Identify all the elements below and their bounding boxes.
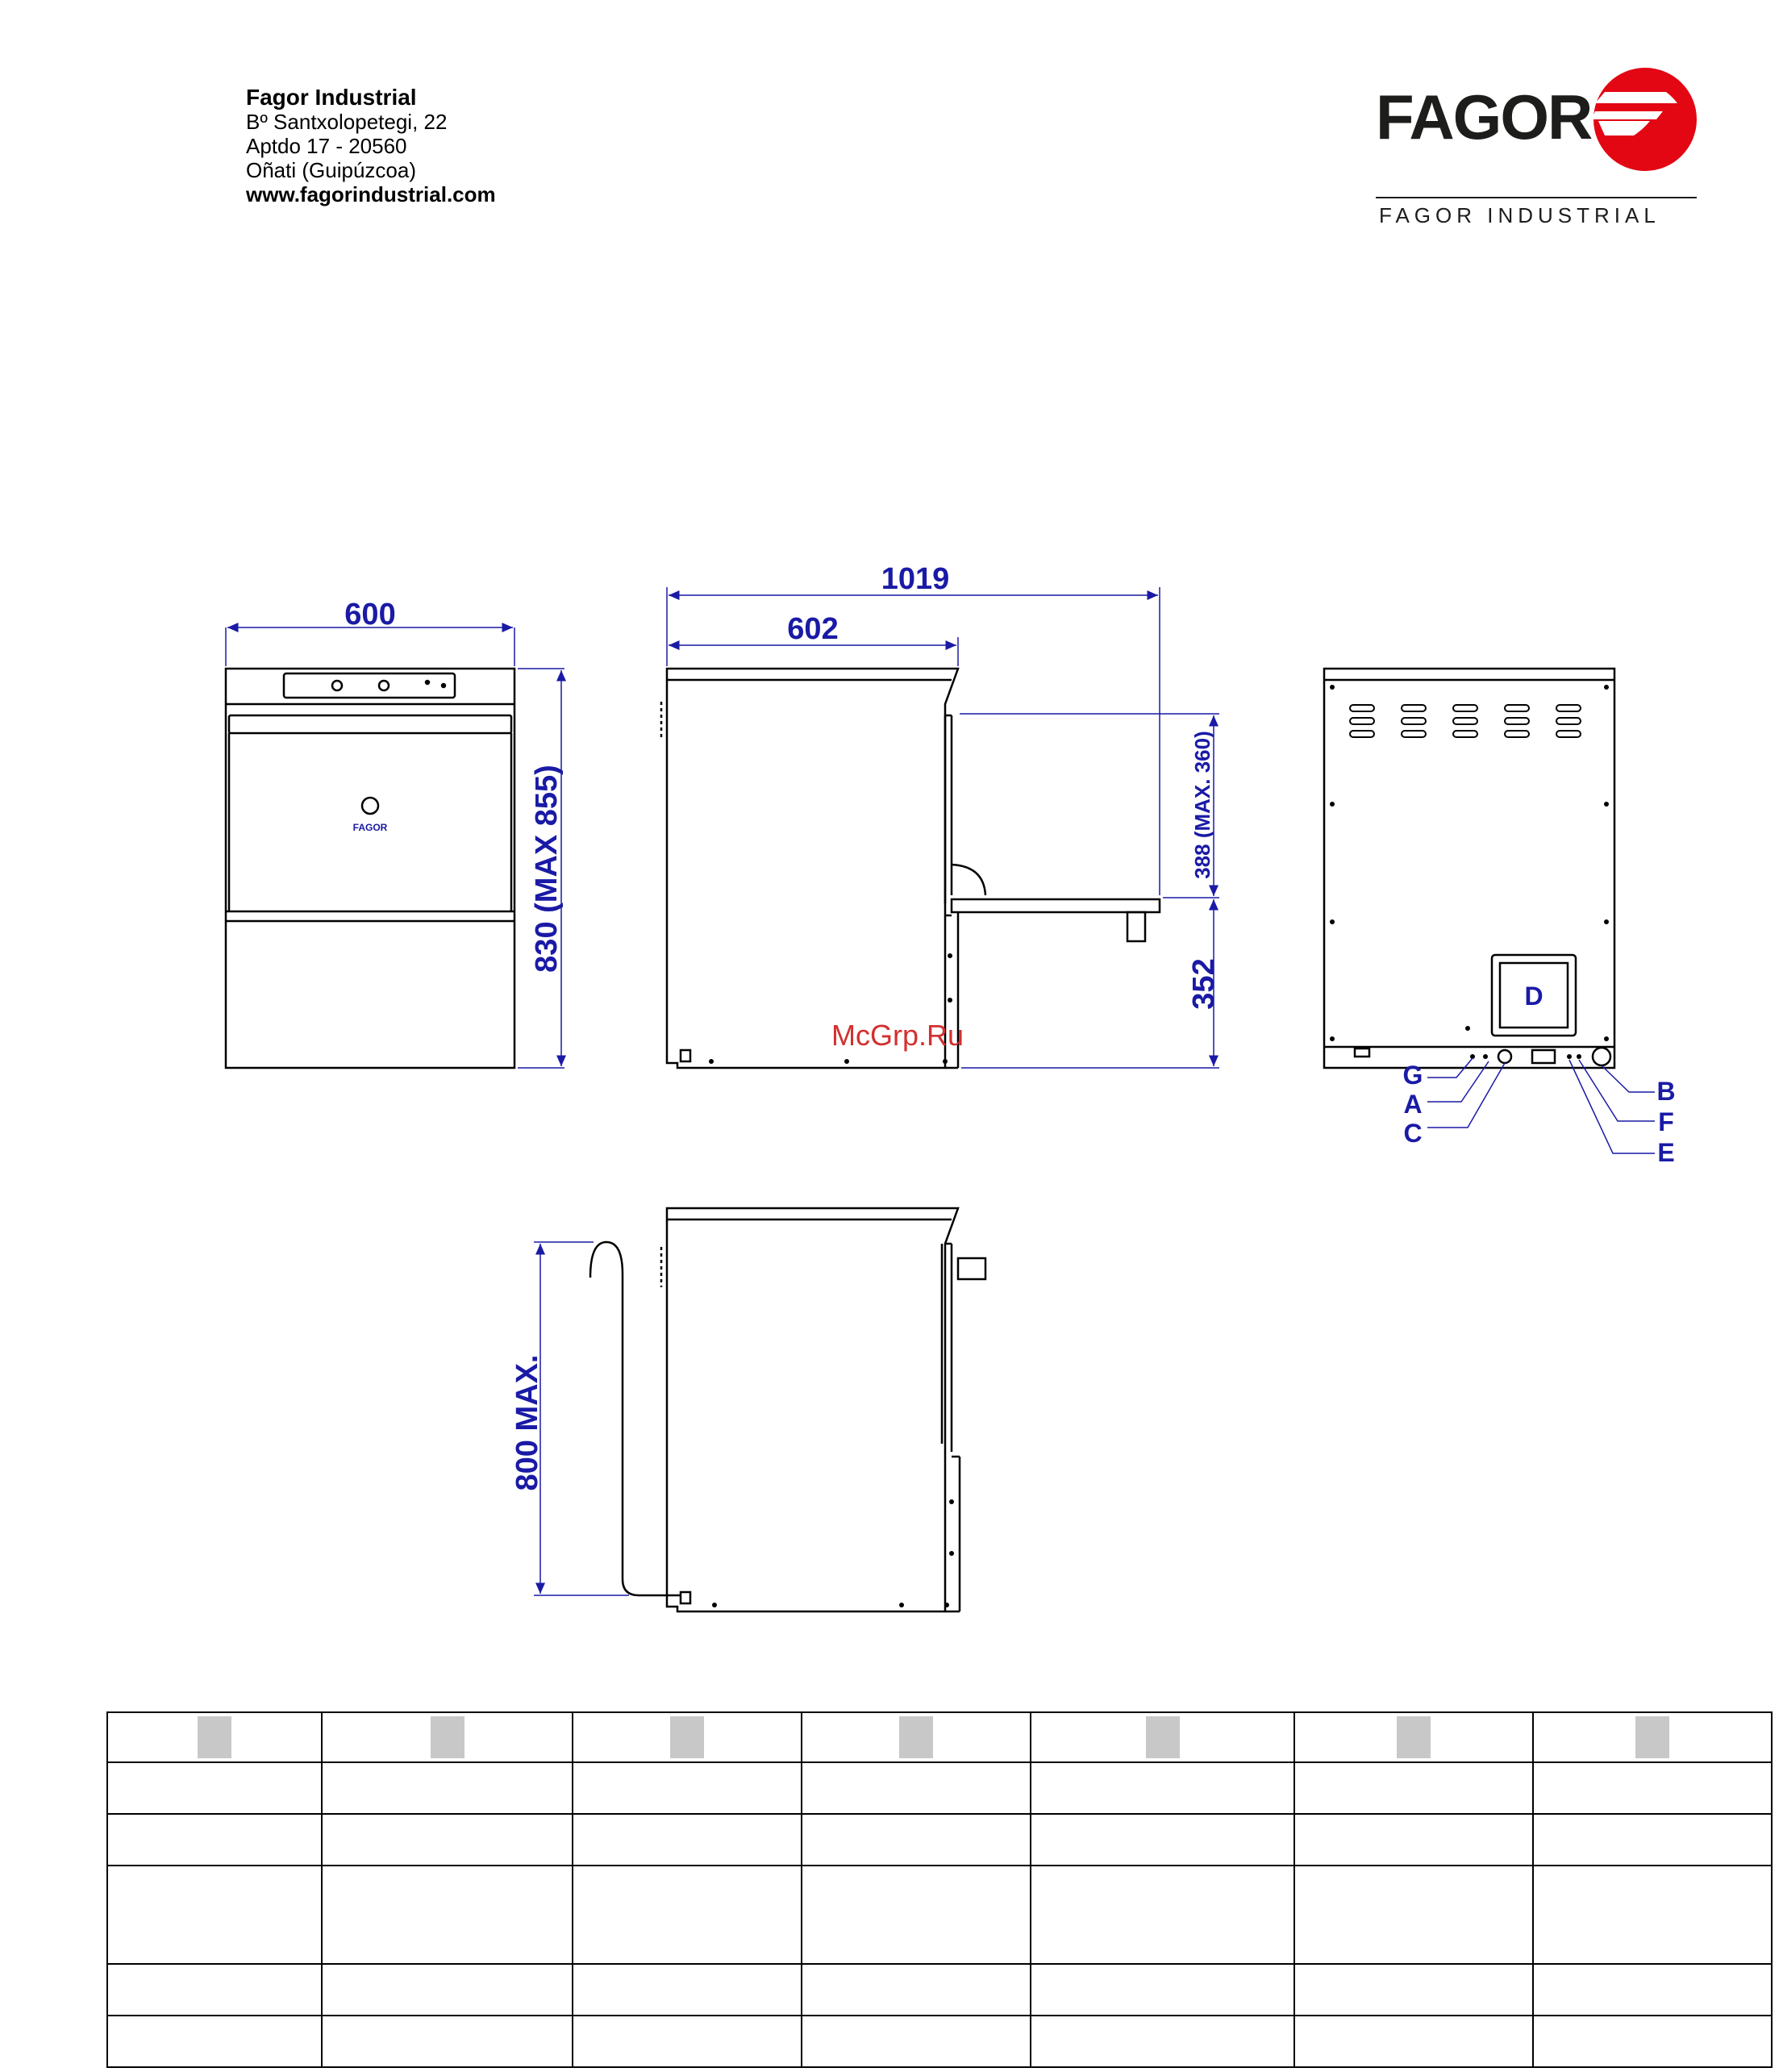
logo-subtitle: FAGOR INDUSTRIAL: [1379, 203, 1660, 227]
connection-f: F: [1658, 1107, 1674, 1136]
table-row: [107, 1866, 1772, 1964]
side-view: [661, 669, 1160, 1068]
table-header-cell: [1533, 1712, 1772, 1762]
connection-b: B: [1656, 1077, 1676, 1106]
table-header-cell: [1294, 1712, 1533, 1762]
website-link[interactable]: www.fagorindustrial.com: [246, 182, 496, 206]
rear-vents: [1350, 705, 1581, 737]
table-header-cell: [802, 1712, 1031, 1762]
connection-e: E: [1657, 1138, 1675, 1167]
table-header-cell: [573, 1712, 802, 1762]
company-name: Fagor Industrial: [246, 85, 417, 110]
depth-label: 602: [787, 612, 839, 646]
opening-label: 388 (MAX. 360): [1190, 731, 1214, 879]
front-badge: FAGOR: [352, 822, 388, 833]
connection-a: A: [1403, 1090, 1423, 1119]
total-depth-label: 1019: [881, 562, 950, 596]
specs-table: [106, 1711, 1773, 2068]
table-header-cell: [322, 1712, 573, 1762]
hose-height-label: 800 MAX.: [510, 1354, 544, 1491]
address-postal: Aptdo 17 - 20560: [246, 134, 407, 158]
table-row: [107, 1762, 1772, 1814]
connection-leaders: [1427, 1058, 1655, 1153]
hose-view: [590, 1208, 985, 1611]
logo-wordmark: FAGOR: [1376, 81, 1592, 152]
table-header-cell: [1031, 1712, 1294, 1762]
side-dimensions: [667, 587, 1219, 1068]
door-height-label: 352: [1187, 958, 1221, 1010]
table-row: [107, 1814, 1772, 1866]
rear-panel-label: D: [1524, 982, 1543, 1011]
table-row: [107, 2016, 1772, 2067]
watermark: McGrp.Ru: [831, 1019, 964, 1052]
rear-view: [1324, 669, 1614, 1068]
address-street: Bº Santxolopetegi, 22: [246, 110, 448, 134]
table-header-cell: [107, 1712, 322, 1762]
address-city: Oñati (Guipúzcoa): [246, 158, 416, 182]
connection-g: G: [1402, 1061, 1423, 1090]
front-view: [226, 669, 514, 1068]
table-row: [107, 1964, 1772, 2016]
connection-c: C: [1403, 1119, 1423, 1148]
table-header-row: [107, 1712, 1772, 1762]
front-width-label: 600: [344, 598, 396, 632]
hose-dimensions: [534, 1242, 629, 1595]
hose-view-rivets: [712, 1499, 954, 1607]
front-height-label: 830 (MAX 855): [530, 765, 564, 973]
